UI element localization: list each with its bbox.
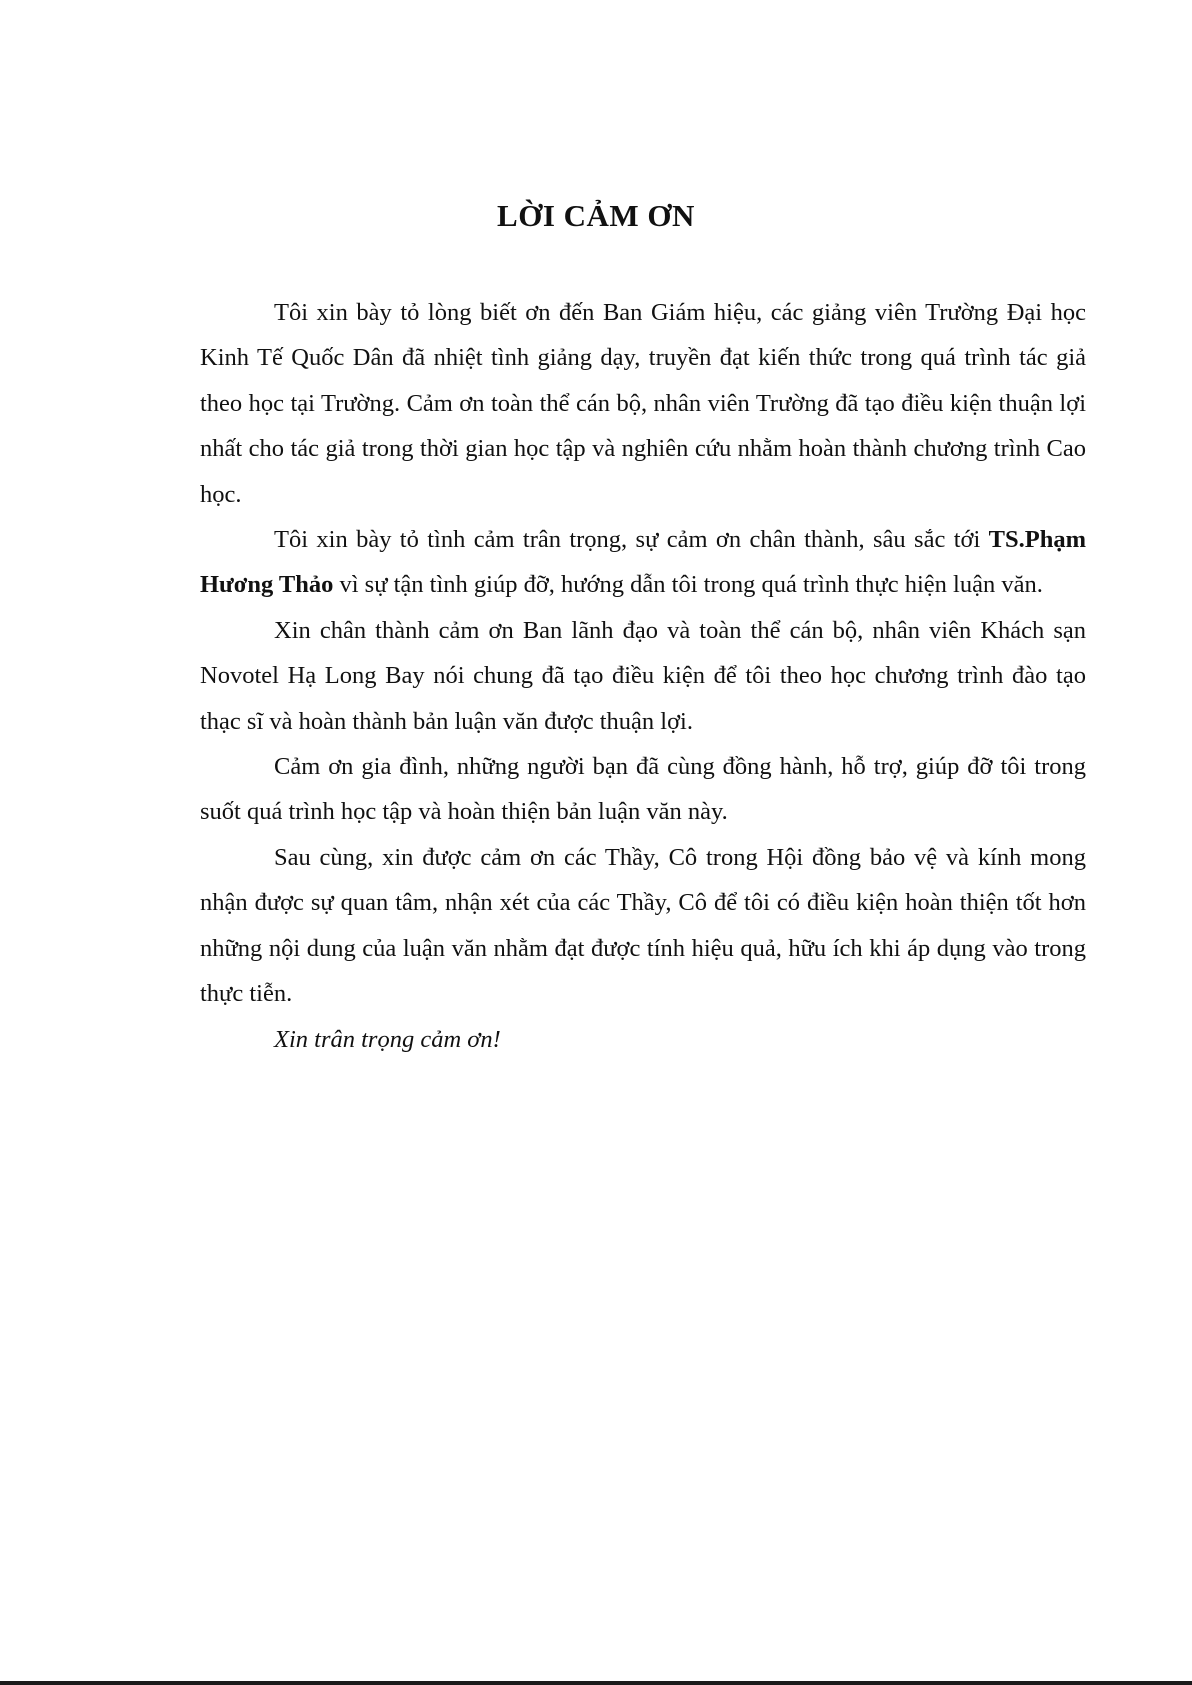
paragraph-1: Tôi xin bày tỏ lòng biết ơn đến Ban Giám hiệu, các giảng viên Trường Đại học Kinh Tế Quốc Dân đã nhiệt tình giảng dạy, truyền đạt kiến thức trong quá trình tác giả theo học tại Trường. Cảm ơn toàn thể cán bộ, nhân viên Trường đã tạo điều kiện thuận lợi nhất cho tác giả trong thời gian học tập và nghiên cứu nhằm hoàn thành chương trình Cao học. — [200, 299, 1086, 508]
paragraph-2-text-before: Tôi xin bày tỏ tình cảm trân trọng, sự cảm ơn chân thành, sâu sắc tới — [274, 526, 989, 554]
advisor-name: TS.Phạm Hương Thảo — [200, 526, 1086, 599]
paragraph-4: Cảm ơn gia đình, những người bạn đã cùng đồng hành, hỗ trợ, giúp đỡ tôi trong suốt quá trình học tập và hoàn thiện bản luận văn này. — [200, 753, 1086, 826]
paragraph-2 — [200, 517, 1086, 608]
page-title: LỜI CẢM ƠN — [497, 198, 695, 233]
document-body — [200, 290, 1086, 1062]
paragraph-5: Sau cùng, xin được cảm ơn các Thầy, Cô trong Hội đồng bảo vệ và kính mong nhận được sự quan tâm, nhận xét của các Thầy, Cô để tôi có điều kiện hoàn thiện tốt hơn những nội dung của luận văn nhằm đạt được tính hiệu quả, hữu ích khi áp dụng vào trong thực tiễn. — [200, 843, 1086, 1008]
paragraph-3: Xin chân thành cảm ơn Ban lãnh đạo và toàn thể cán bộ, nhân viên Khách sạn Novotel Hạ Long Bay nói chung đã tạo điều kiện để tôi theo học chương trình đào tạo thạc sĩ và hoàn thành bản luận văn được thuận lợi. — [200, 616, 1086, 735]
page-bottom-border — [0, 1681, 1192, 1685]
closing-line: Xin trân trọng cảm ơn! — [274, 1025, 501, 1053]
paragraph-2-text-after: vì sự tận tình giúp đỡ, hướng dẫn tôi trong quá trình thực hiện luận văn. — [333, 571, 1043, 599]
